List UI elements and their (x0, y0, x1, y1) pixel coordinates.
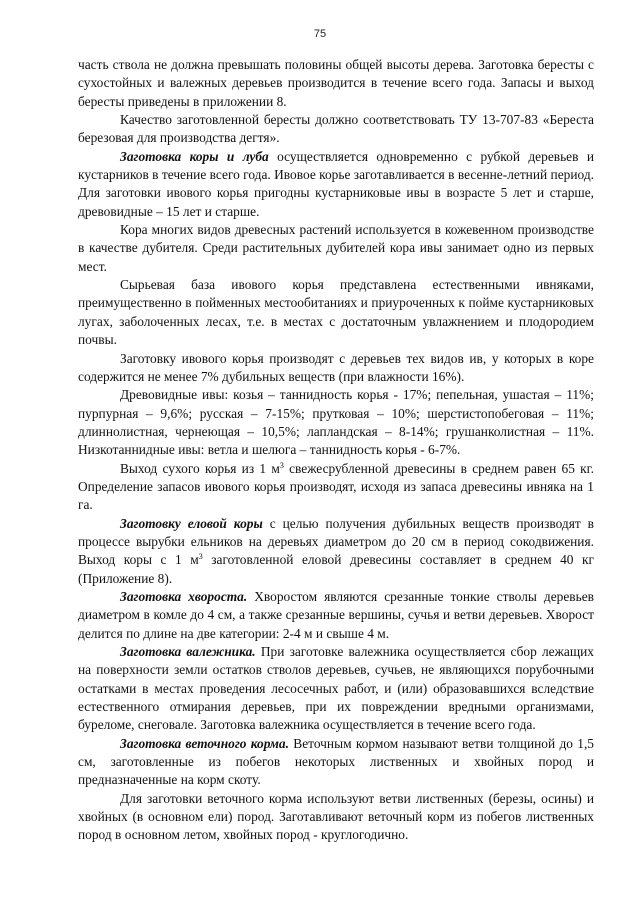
section-lead-bark-bast: Заготовка коры и луба (120, 148, 269, 164)
paragraph-twig-fodder-harvest (78, 735, 594, 790)
section-lead-spruce-bark: Заготовку еловой коры (120, 515, 263, 531)
paragraph-willow-tannin-values: Древовидные ивы: козья – таннидность корья - 17%; пепельная, ушастая – 11%; пурпурная – 9,6%; русская – 7-15%; прутковая – 10%; шерстистопобеговая – 11%; длиннолистная, чернеющая – 10,5%; лапландская – 8-14%; грушанколистная – 11%. Низкотаннидные ивы: ветла и шелюга – таннидность корья - 6-7%. (78, 387, 594, 458)
paragraph-birch-bark-continuation: часть ствола не должна превышать половины общей высоты дерева. Заготовка бересты с сухостойных и валежных деревьев производится в течение всего года. Запасы и выход бересты приведены в приложении 8. (78, 57, 594, 109)
superscript: 3 (198, 552, 203, 562)
paragraph-bark-bast-harvest (78, 148, 594, 221)
paragraph-text: Хворостом являются срезанные тонкие стволы деревьев диаметром в комле до 4 см, а также срезанные вершины, сучья и ветви деревьев. Хворост делится по длине на две категории: 2-4 м и свыше 4 м. (78, 588, 594, 641)
paragraph-text: заготовленной еловой древесины составляет в среднем 40 кг (Приложение 8). (78, 552, 595, 586)
paragraph-text: свежесрубленной древесины в среднем равен 65 кг. Определение запасов ивового корья производят, исходя из запаса древесины ивняка на 1 га. (78, 460, 594, 513)
superscript: 3 (279, 460, 284, 470)
paragraph-text: При заготовке валежника осуществляется сбор лежащих на поверхности земли остатков стволов деревьев, сучьев, не являющихся порубочными остатками в местах проведения лесосечных работ, и (или) образовавшихся вследствие естественного отмирания деревьев, при их повреждении вредными организмами, буреломе, снеговале. Заготовка валежника осуществляется в течение всего года. (78, 644, 594, 733)
section-lead-twig-fodder: Заготовка веточного корма. (120, 735, 289, 751)
page-body (78, 56, 594, 845)
paragraph-text: Веточным кормом называют ветви толщиной до 1,5 см, заготовленные из побегов некоторых лиственных и хвойных пород и предназначенные на корм скоту. (78, 735, 594, 788)
page-number: 75 (313, 28, 327, 40)
paragraph-brushwood-harvest (78, 588, 594, 643)
paragraph-willow-bark-yield (78, 460, 594, 515)
paragraph-deadwood-harvest (78, 643, 594, 735)
section-lead-brushwood: Заготовка хвороста. (120, 588, 248, 604)
paragraph-twig-fodder-sources: Для заготовки веточного корма используют ветви лиственных (березы, осины) и хвойных (в основном ели) пород. Заготавливают веточный корм из побегов лиственных пород в основном летом, хвойных пород - круглогодично. (78, 790, 594, 843)
paragraph-tanning-bark: Кора многих видов древесных растений используется в кожевенном производстве в качестве дубителя. Среди растительных дубителей кора ивы занимает одно из первых мест. (78, 222, 594, 274)
section-lead-deadwood: Заготовка валежника. (120, 644, 256, 659)
paragraph-willow-species-tannin: Заготовку ивового корья производят с деревьев тех видов ив, у которых в коре содержится не менее 7% дубильных веществ (при влажности 16%). (78, 350, 594, 384)
paragraph-birch-bark-quality: Качество заготовленной бересты должно соответствовать ТУ 13-707-83 «Береста березовая для производства дегтя». (78, 112, 594, 146)
paragraph-text: Выход сухого корья из 1 м (120, 460, 280, 476)
paragraph-text: с целью получения дубильных веществ производят в процессе вырубки ельников на деревьях диаметром до 20 см в период сокодвижения. Выход коры с 1 м (78, 515, 594, 568)
paragraph-spruce-bark-harvest (78, 515, 594, 588)
paragraph-willow-resource-base: Сырьевая база ивового корья представлена естественными ивняками, преимущественно в пойменных местообитаниях и приуроченных к пойме кустарниковых лугах, заболоченных лесах, т.е. в местах с достаточным увлажнением и плодородием почвы. (78, 277, 594, 348)
paragraph-text: осуществляется одновременно с рубкой деревьев и кустарников в течение всего года. Ивовое корье заготавливается в весенне-летний период. Для заготовки ивового корья пригодны кустарниковые ивы в возрасте 5 лет и старше, древовидные – 15 лет и старше. (78, 148, 594, 219)
